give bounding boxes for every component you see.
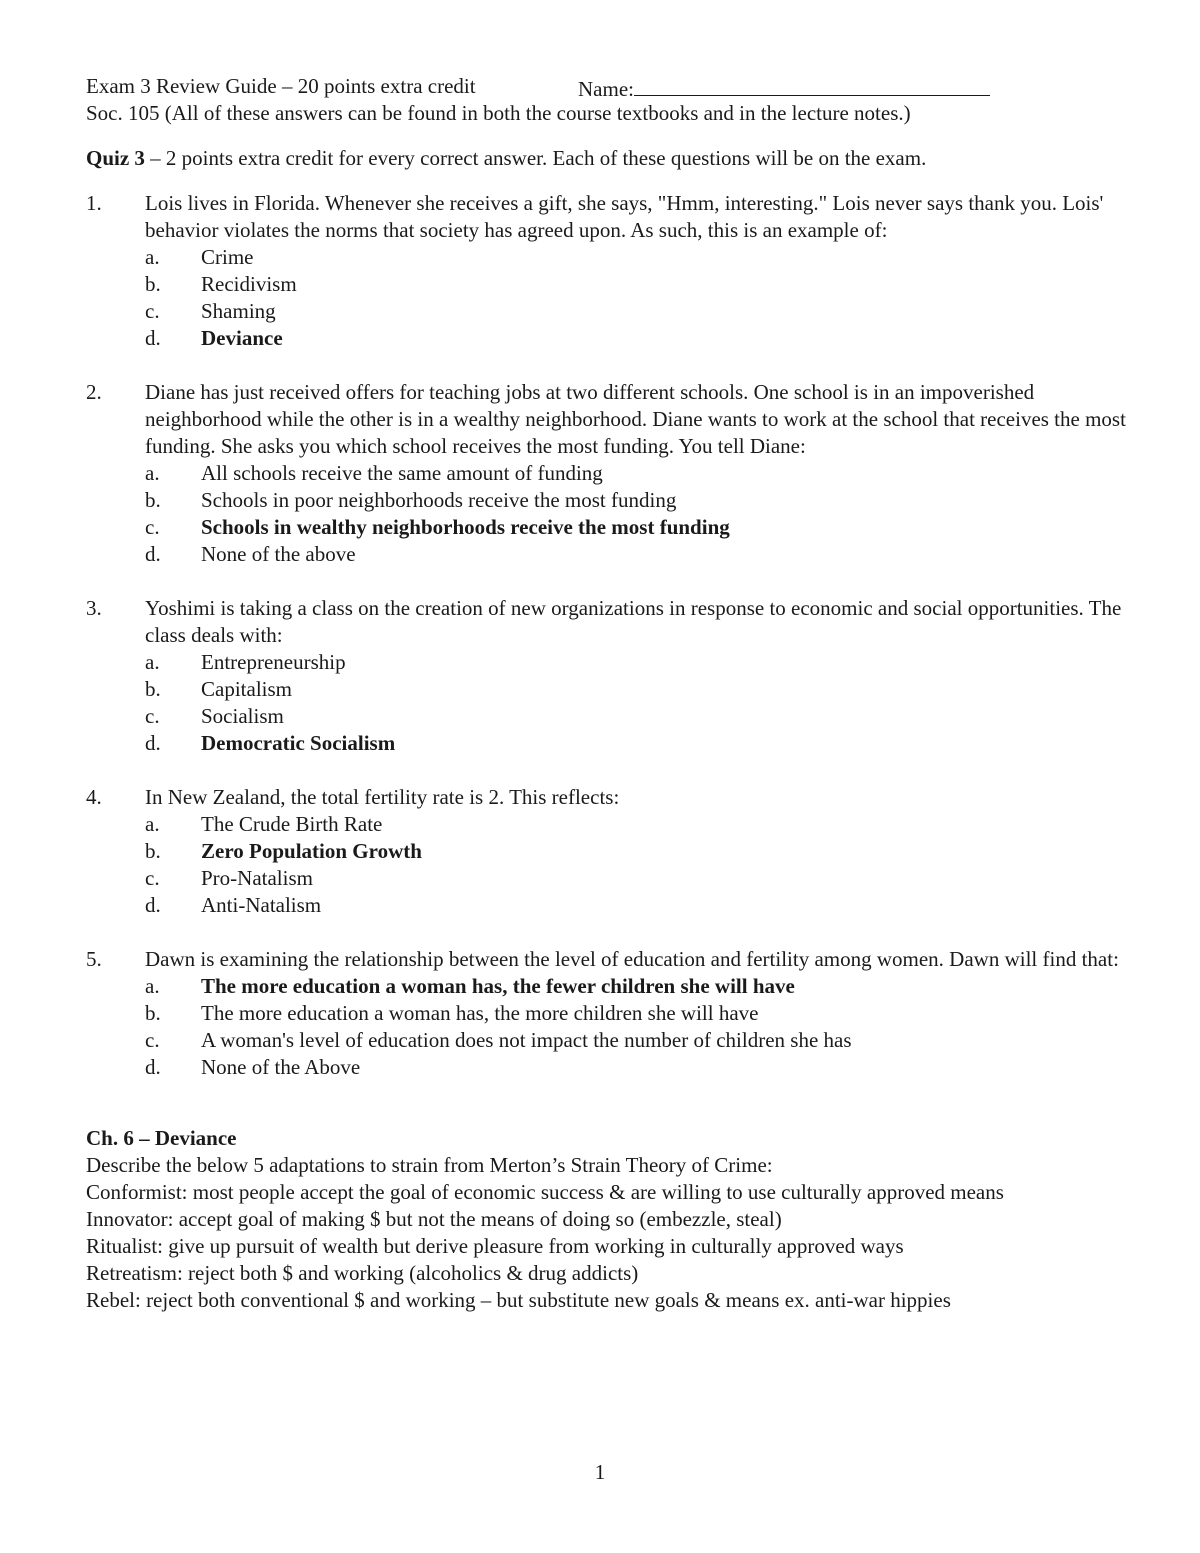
option-letter: a.: [145, 812, 160, 836]
question-number: 1.: [86, 191, 102, 215]
question-text: Diane has just received offers for teaching jobs at two different schools. One school is in an impoverished neighborhood while the other is in a wealthy neighborhood. Diane wants to work at the school that receives the most funding. She asks you which school receives the most funding. You tell Diane:: [145, 380, 1126, 458]
option-text: A woman's level of education does not impact the number of children she has: [201, 1028, 852, 1052]
option-text: Shaming: [201, 299, 276, 323]
answer-option: [86, 649, 1126, 676]
answer-option-correct: [86, 514, 1126, 541]
question-text: Dawn is examining the relationship between the level of education and fertility among women. Dawn will find that:: [145, 947, 1119, 971]
option-letter: d.: [145, 731, 161, 755]
option-letter: d.: [145, 1055, 161, 1079]
answer-option: [86, 1027, 1126, 1054]
chapter-section: [86, 1125, 1126, 1314]
answer-option: [86, 865, 1126, 892]
option-letter: d.: [145, 893, 161, 917]
option-text-correct: Democratic Socialism: [201, 731, 396, 755]
option-letter: c.: [145, 515, 160, 539]
option-text: None of the Above: [201, 1055, 361, 1079]
option-text: All schools receive the same amount of funding: [201, 461, 603, 485]
option-text-correct: Deviance: [201, 326, 283, 350]
option-text-correct: Schools in wealthy neighborhoods receive the most funding: [201, 515, 730, 539]
option-letter: d.: [145, 542, 161, 566]
option-letter: b.: [145, 272, 161, 296]
name-blank: [634, 73, 990, 96]
answer-option: [86, 811, 1126, 838]
document-page: [86, 73, 1126, 1314]
answer-option: [86, 541, 1126, 568]
question-3: [86, 595, 1126, 757]
header-title: Exam 3 Review Guide – 20 points extra credit: [86, 74, 476, 98]
option-letter: d.: [145, 326, 161, 350]
header-subtitle: Soc. 105 (All of these answers can be found in both the course textbooks and in the lecture notes.): [86, 101, 911, 125]
answer-option-correct: [86, 730, 1126, 757]
option-text: Entrepreneurship: [201, 650, 346, 674]
answer-option: [86, 244, 1126, 271]
option-letter: a.: [145, 974, 160, 998]
option-text: The Crude Birth Rate: [201, 812, 383, 836]
question-number: 3.: [86, 596, 102, 620]
answer-option: [86, 460, 1126, 487]
question-text: In New Zealand, the total fertility rate is 2. This reflects:: [145, 785, 620, 809]
question-5: [86, 946, 1126, 1081]
option-letter: c.: [145, 299, 160, 323]
question-number: 4.: [86, 785, 102, 809]
option-letter: b.: [145, 839, 161, 863]
chapter-title: Ch. 6 – Deviance: [86, 1126, 237, 1150]
option-letter: c.: [145, 704, 160, 728]
question-text: Yoshimi is taking a class on the creation of new organizations in response to economic and social opportunities. The class deals with:: [145, 596, 1122, 647]
chapter-line: Retreatism: reject both $ and working (alcoholics & drug addicts): [86, 1261, 639, 1285]
answer-option: [86, 676, 1126, 703]
answer-option: [86, 271, 1126, 298]
option-text: Socialism: [201, 704, 284, 728]
chapter-prompt: Describe the below 5 adaptations to strain from Merton’s Strain Theory of Crime:: [86, 1153, 773, 1177]
question-number: 2.: [86, 380, 102, 404]
option-text-correct: The more education a woman has, the fewer children she will have: [201, 974, 795, 998]
question-1: [86, 190, 1126, 352]
option-letter: b.: [145, 1001, 161, 1025]
answer-option-correct: [86, 325, 1126, 352]
answer-option: [86, 703, 1126, 730]
question-text: Lois lives in Florida. Whenever she receives a gift, she says, "Hmm, interesting." Lois never says thank you. Lois' behavior violates the norms that society has agreed upon. As such, this is an example of:: [145, 191, 1104, 242]
option-text: Recidivism: [201, 272, 297, 296]
question-list: [86, 190, 1126, 1081]
name-field: [578, 73, 990, 103]
answer-option: [86, 298, 1126, 325]
quiz-intro-text: – 2 points extra credit for every correct answer. Each of these questions will be on the exam.: [144, 146, 927, 170]
option-text: Pro-Natalism: [201, 866, 313, 890]
quiz-label: Quiz 3: [86, 146, 145, 170]
option-letter: a.: [145, 461, 160, 485]
option-text: The more education a woman has, the more children she will have: [201, 1001, 759, 1025]
name-label: Name:: [578, 77, 634, 101]
answer-option: [86, 892, 1126, 919]
answer-option-correct: [86, 838, 1126, 865]
option-letter: c.: [145, 1028, 160, 1052]
question-2: [86, 379, 1126, 568]
chapter-line: Rebel: reject both conventional $ and working – but substitute new goals & means ex. anti-war hippies: [86, 1288, 951, 1312]
option-text: None of the above: [201, 542, 356, 566]
option-letter: b.: [145, 488, 161, 512]
chapter-line: Innovator: accept goal of making $ but not the means of doing so (embezzle, steal): [86, 1207, 782, 1231]
question-number: 5.: [86, 947, 102, 971]
question-4: [86, 784, 1126, 919]
quiz-intro: [86, 145, 1126, 172]
option-letter: a.: [145, 650, 160, 674]
answer-option: [86, 1000, 1126, 1027]
option-letter: b.: [145, 677, 161, 701]
option-text: Capitalism: [201, 677, 292, 701]
page-number: 1: [594, 1460, 606, 1484]
chapter-line: Ritualist: give up pursuit of wealth but derive pleasure from working in culturally approved ways: [86, 1234, 904, 1258]
answer-option: [86, 1054, 1126, 1081]
option-text-correct: Zero Population Growth: [201, 839, 422, 863]
answer-option-correct: [86, 973, 1126, 1000]
header: [86, 73, 1126, 127]
option-letter: c.: [145, 866, 160, 890]
answer-option: [86, 487, 1126, 514]
option-text: Anti-Natalism: [201, 893, 322, 917]
option-text: Schools in poor neighborhoods receive the most funding: [201, 488, 677, 512]
chapter-line: Conformist: most people accept the goal of economic success & are willing to use culturally approved means: [86, 1180, 1004, 1204]
option-letter: a.: [145, 245, 160, 269]
option-text: Crime: [201, 245, 254, 269]
